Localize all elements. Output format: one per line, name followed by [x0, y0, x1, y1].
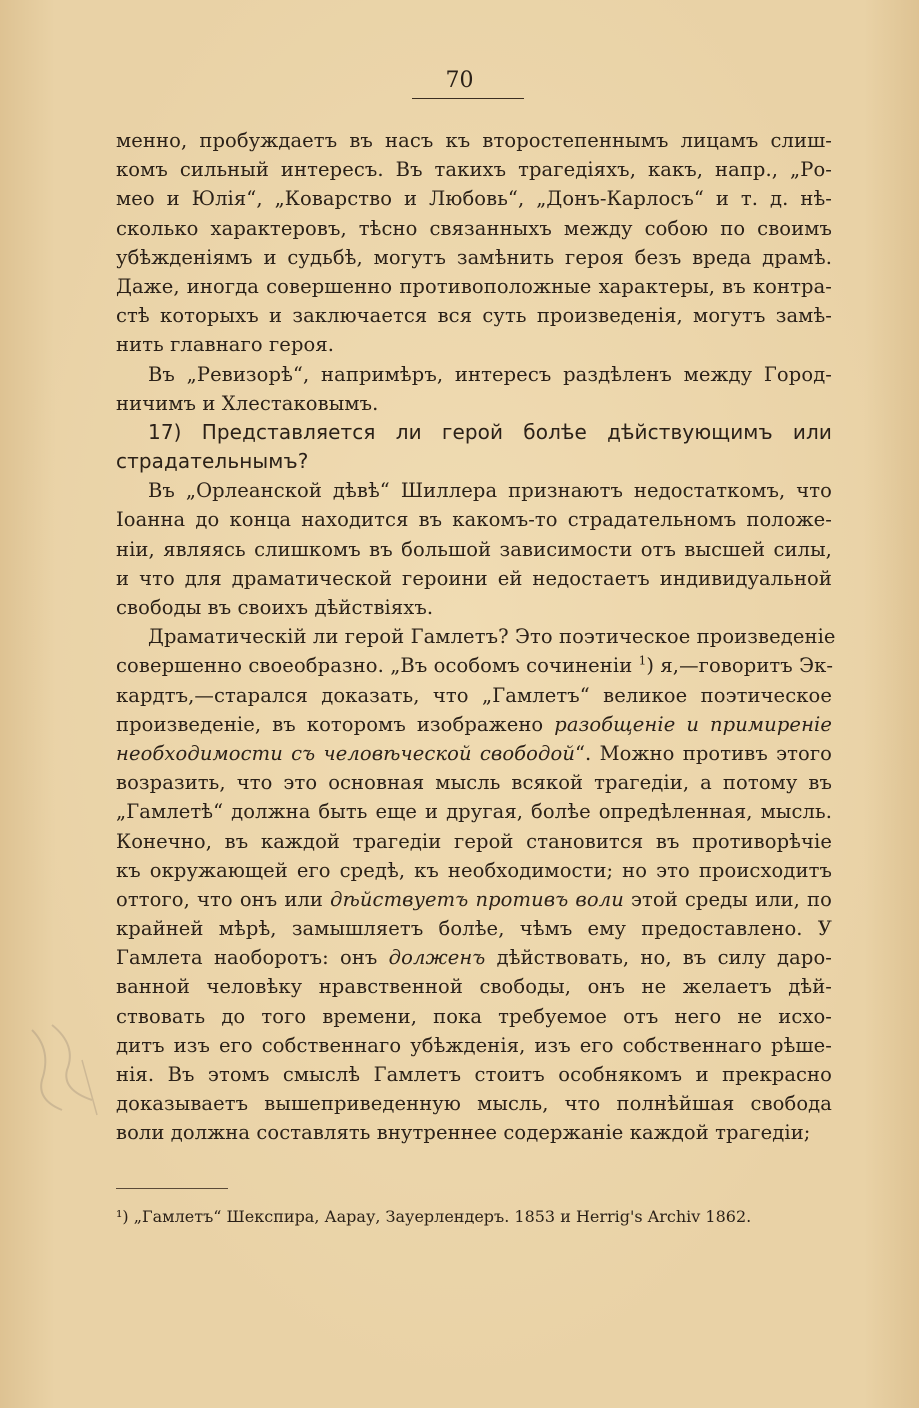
text-run: ничимъ и Хлестаковымъ.	[116, 391, 379, 415]
text-line	[116, 651, 832, 680]
text-line	[116, 389, 832, 418]
text-line	[116, 535, 832, 564]
text-line	[116, 418, 832, 447]
text-run: произведеніе, въ которомъ изображено	[116, 712, 555, 736]
text-line	[116, 827, 832, 856]
italic-text: разобщеніе и примиреніе	[554, 712, 832, 736]
text-line	[116, 214, 832, 243]
text-run: къ окружающей его средѣ, къ необходимости; но это происходитъ	[116, 858, 832, 882]
text-run: крайней мѣрѣ, замышляетъ болѣе, чѣмъ ему предоставлено. У	[116, 917, 832, 941]
page-number: 70	[445, 68, 474, 93]
text-line	[116, 447, 832, 476]
text-line	[116, 768, 832, 797]
text-line	[116, 476, 832, 505]
text-line	[116, 1089, 832, 1118]
text-line	[116, 739, 832, 768]
footnote	[116, 1205, 832, 1229]
text-run: сколько характеровъ, тѣсно связанныхъ между собою по своимъ	[116, 216, 832, 240]
text-run: нить главнаго героя.	[116, 333, 335, 357]
text-line	[116, 856, 832, 885]
text-line	[116, 681, 832, 710]
text-line	[116, 272, 832, 301]
text-run: “. Можно противъ этого	[574, 741, 832, 765]
text-run: „Гамлетѣ“ должна быть еще и другая, болѣе опредѣленная, мысль.	[116, 800, 832, 824]
text-line	[116, 301, 832, 330]
text-run: менно, пробуждаетъ въ насъ къ второстепеннымъ лицамъ слиш-	[116, 129, 832, 152]
text-run: ) я,—говоритъ Эк-	[646, 654, 834, 678]
text-run: ніи, являясь слишкомъ въ большой зависимости отъ высшей силы,	[116, 537, 832, 561]
italic-text: необходимости съ человѣческой свободой	[116, 741, 575, 765]
text-line	[116, 1002, 832, 1031]
text-run: Драматическій ли герой Гамлетъ? Это поэтическое произведеніе	[148, 625, 836, 649]
text-line	[116, 914, 832, 943]
text-run: мео и Юлія“, „Коварство и Любовь“, „Донъ-Карлосъ“ и т. д. нѣ-	[116, 187, 832, 211]
text-run: Въ „Ревизорѣ“, напримѣръ, интересъ раздѣленъ между Город-	[148, 362, 832, 386]
text-run: Въ „Орлеанской дѣвѣ“ Шиллера признаютъ недостаткомъ, что	[148, 479, 832, 503]
text-run: воли должна составлять внутреннее содержаніе каждой трагедіи;	[116, 1121, 811, 1145]
text-run: возразить, что это основная мысль всякой трагедіи, а потому въ	[116, 771, 832, 795]
text-run: страдательнымъ?	[116, 449, 309, 474]
italic-text: долженъ	[388, 946, 486, 970]
footnote-rule	[116, 1188, 228, 1189]
text-run: доказываетъ вышеприведенную мысль, что полнѣйшая свобода	[116, 1092, 832, 1116]
text-run: оттого, что онъ или	[116, 887, 331, 911]
text-line	[116, 972, 832, 1001]
text-run: стѣ которыхъ и заключается вся суть произведенія, могутъ замѣ-	[116, 304, 832, 328]
footnote-marker: ¹)	[116, 1207, 129, 1226]
text-line	[116, 243, 832, 272]
text-run: дитъ изъ его собственнаго убѣжденія, изъ его собственнаго рѣше-	[116, 1033, 832, 1057]
text-line	[116, 330, 832, 359]
italic-text: дѣйствуетъ противъ воли	[330, 887, 624, 911]
text-line	[116, 564, 832, 593]
text-line	[116, 155, 832, 184]
text-run: 17) Представляется ли герой болѣе дѣйствующимъ или	[148, 419, 832, 444]
text-run: нія. Въ этомъ смыслѣ Гамлетъ стоитъ особнякомъ и прекрасно	[116, 1063, 832, 1086]
text-run: Іоанна до конца находится въ какомъ-то страдательномъ положе-	[116, 508, 832, 532]
text-run: кардтъ,—старался доказать, что „Гамлетъ“ великое поэтическое	[116, 683, 832, 707]
margin-pencil-mark-icon	[22, 1010, 102, 1120]
text-line	[116, 885, 832, 914]
text-run: совершенно своеобразно. „Въ особомъ сочиненіи	[116, 654, 639, 678]
text-line	[116, 126, 832, 155]
text-run: дѣйствовать, но, въ силу даро-	[485, 946, 832, 970]
text-line	[116, 1118, 832, 1147]
text-run: Конечно, въ каждой трагедіи герой становится въ противорѣчіе	[116, 829, 832, 853]
body-text	[116, 126, 836, 1148]
text-line	[116, 184, 832, 213]
text-run: Гамлета наоборотъ: онъ	[116, 946, 389, 970]
text-line	[116, 593, 832, 622]
text-line	[116, 797, 832, 826]
text-run: этой среды или, по	[623, 887, 832, 911]
text-line	[116, 943, 832, 972]
text-line	[116, 360, 832, 389]
text-line	[116, 1060, 832, 1089]
text-line	[116, 710, 832, 739]
text-run: и что для драматической героини ей недостаетъ индивидуальной	[116, 566, 832, 590]
footnote-ref: 1	[638, 653, 647, 668]
text-run: ствовать до того времени, пока требуемое отъ него не исхо-	[116, 1004, 832, 1028]
text-line	[116, 505, 832, 534]
text-run: свободы въ своихъ дѣйствіяхъ.	[116, 596, 434, 619]
text-line	[116, 1031, 832, 1060]
header-rule	[412, 98, 524, 99]
text-run: комъ сильный интересъ. Въ такихъ трагедіяхъ, какъ, напр., „Ро-	[116, 158, 832, 182]
text-line	[116, 622, 836, 651]
text-run: убѣжденіямъ и судьбѣ, могутъ замѣнить героя безъ вреда драмѣ.	[116, 245, 832, 269]
footnote-text: „Гамлетъ“ Шекспира, Аарау, Зауерлендеръ. 1853 и Herrig's Archiv 1862.	[133, 1207, 752, 1226]
text-run: Даже, иногда совершенно противоположные характеры, въ контра-	[116, 274, 832, 298]
text-run: ванной человѣку нравственной свободы, онъ не желаетъ дѣй-	[116, 975, 832, 999]
